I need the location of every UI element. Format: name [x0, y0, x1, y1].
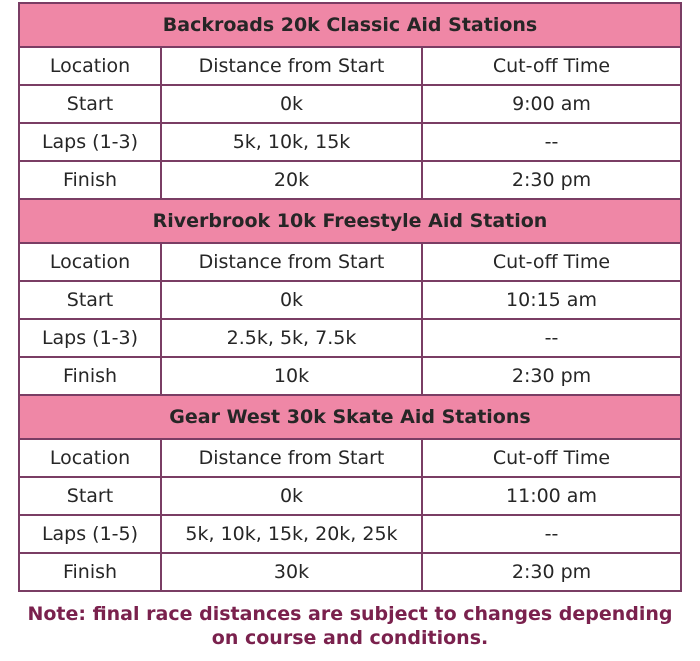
distance-cell: 0k	[161, 477, 422, 515]
location-cell: Laps (1-3)	[19, 123, 161, 161]
location-cell: Finish	[19, 553, 161, 591]
section-title-row	[19, 3, 681, 47]
note-line-1: Note: final race distances are subject to changes depending	[27, 603, 673, 625]
column-header-row	[19, 243, 681, 281]
distance-cell: 30k	[161, 553, 422, 591]
table-row	[19, 477, 681, 515]
location-cell: Start	[19, 281, 161, 319]
column-header-distance: Distance from Start	[161, 439, 422, 477]
table-row	[19, 553, 681, 591]
cutoff-cell: 10:15 am	[422, 281, 681, 319]
section-title: Gear West 30k Skate Aid Stations	[19, 395, 681, 439]
table-row	[19, 161, 681, 199]
distance-cell: 2.5k, 5k, 7.5k	[161, 319, 422, 357]
distance-cell: 10k	[161, 357, 422, 395]
cutoff-cell: --	[422, 319, 681, 357]
column-header-distance: Distance from Start	[161, 47, 422, 85]
column-header-row	[19, 439, 681, 477]
location-cell: Start	[19, 477, 161, 515]
section-title-row	[19, 199, 681, 243]
column-header-cutoff: Cut-off Time	[422, 439, 681, 477]
cutoff-cell: 9:00 am	[422, 85, 681, 123]
section-title: Riverbrook 10k Freestyle Aid Station	[19, 199, 681, 243]
table-row	[19, 357, 681, 395]
distance-cell: 5k, 10k, 15k	[161, 123, 422, 161]
distance-cell: 0k	[161, 85, 422, 123]
cutoff-cell: 11:00 am	[422, 477, 681, 515]
location-cell: Finish	[19, 357, 161, 395]
aid-stations-table	[18, 2, 682, 592]
table-row	[19, 319, 681, 357]
distance-cell: 0k	[161, 281, 422, 319]
location-cell: Laps (1-5)	[19, 515, 161, 553]
distance-cell: 5k, 10k, 15k, 20k, 25k	[161, 515, 422, 553]
column-header-distance: Distance from Start	[161, 243, 422, 281]
table-row	[19, 85, 681, 123]
table-row	[19, 515, 681, 553]
distance-cell: 20k	[161, 161, 422, 199]
cutoff-cell: 2:30 pm	[422, 553, 681, 591]
cutoff-cell: 2:30 pm	[422, 161, 681, 199]
location-cell: Finish	[19, 161, 161, 199]
cutoff-cell: 2:30 pm	[422, 357, 681, 395]
cutoff-cell: --	[422, 515, 681, 553]
note-line-2: on course and conditions.	[211, 627, 489, 649]
table-row	[19, 281, 681, 319]
cutoff-cell: --	[422, 123, 681, 161]
section-title-row	[19, 395, 681, 439]
column-header-location: Location	[19, 243, 161, 281]
column-header-location: Location	[19, 439, 161, 477]
column-header-cutoff: Cut-off Time	[422, 47, 681, 85]
race-note	[0, 602, 700, 650]
column-header-row	[19, 47, 681, 85]
section-title: Backroads 20k Classic Aid Stations	[19, 3, 681, 47]
column-header-cutoff: Cut-off Time	[422, 243, 681, 281]
table-row	[19, 123, 681, 161]
column-header-location: Location	[19, 47, 161, 85]
location-cell: Start	[19, 85, 161, 123]
location-cell: Laps (1-3)	[19, 319, 161, 357]
aid-stations-container	[18, 2, 680, 592]
